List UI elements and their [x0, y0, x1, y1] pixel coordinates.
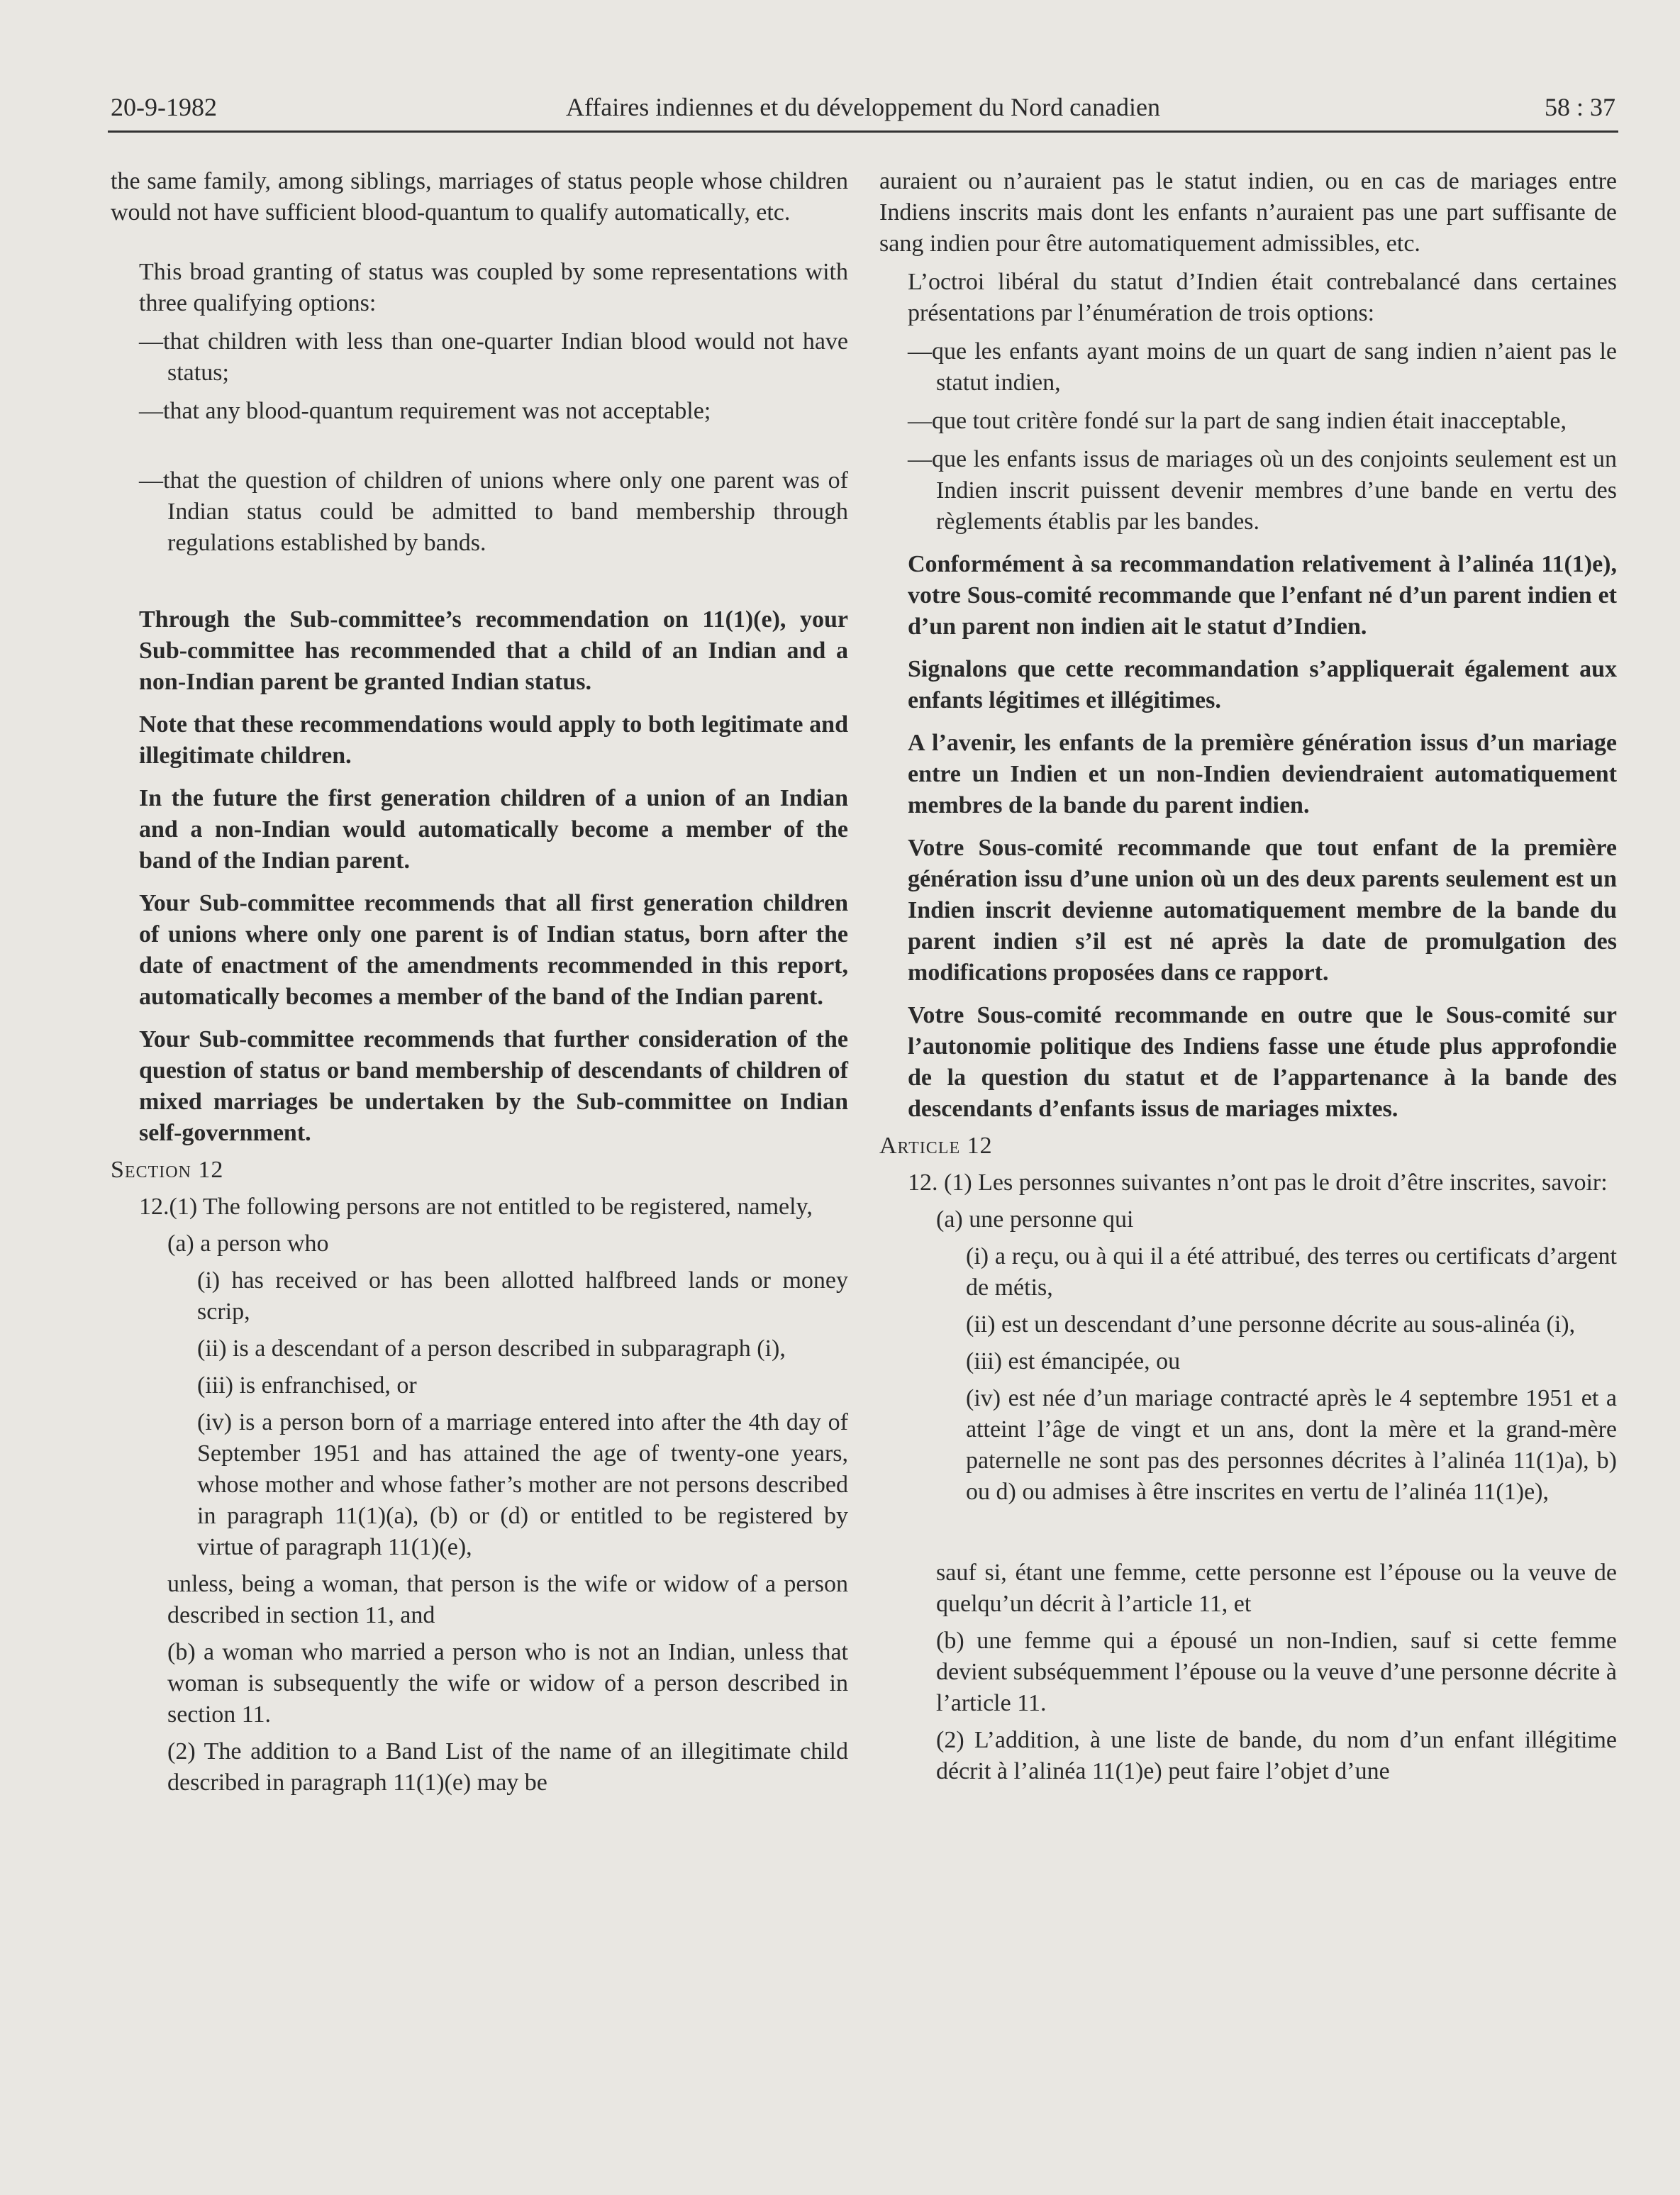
- statute-paragraph: 12.(1) The following persons are not entitled to be registered, namely,: [139, 1194, 813, 1220]
- bold-paragraph: In the future the first generation children of a union of an Indian and a non-Indian would automatically become a member of the band of the Indian parent.: [139, 785, 848, 874]
- bold-paragraph: Signalons que cette recommandation s’appliquerait également aux enfants légitimes et illégitimes.: [908, 656, 1617, 713]
- bold-paragraph: Your Sub-committee recommends that further consideration of the question of status or band membership of descendants of children of mixed marriages be undertaken by the Sub-committee on Indian self-government.: [139, 1026, 848, 1146]
- option-item: —que les enfants ayant moins de un quart de sang indien n’aient pas le statut indien,: [908, 338, 1617, 396]
- statute-subparagraph: (iv) is a person born of a marriage entered into after the 4th day of September 1951 and has attained the age of twenty-one years, whose mother and whose father’s mother are not persons described in paragraph 11(1)(a), (b) or (d) or entitled to be registered by virtue of paragraph 11(1)(e),: [197, 1409, 848, 1560]
- statute-subparagraph: (ii) is a descendant of a person described in subparagraph (i),: [197, 1335, 786, 1362]
- bold-paragraph: Votre Sous-comité recommande en outre que le Sous-comité sur l’autonomie politique des Indiens fasse une étude plus approfondie de la question du statut et de l’appartenance à la bande des descendants d’enfants issus de mariages mixtes.: [908, 1002, 1617, 1122]
- english-column: [111, 166, 848, 1799]
- statute-subparagraph: (ii) est un descendant d’une personne décrite au sous-alinéa (i),: [966, 1311, 1576, 1338]
- statute-paragraph: (a) a person who: [167, 1230, 329, 1257]
- statute-paragraph: sauf si, étant une femme, cette personne est l’épouse ou la veuve de quelqu’un décrit à l’article 11, et: [936, 1560, 1617, 1617]
- statute-subparagraph: (iii) is enfranchised, or: [197, 1372, 417, 1399]
- option-item: —that the question of children of unions where only one parent was of Indian status could be admitted to band membership through regulations established by bands.: [139, 467, 848, 556]
- paragraph: This broad granting of status was coupled by some representations with three qualifying options:: [139, 259, 848, 316]
- statute-paragraph: (2) L’addition, à une liste de bande, du nom d’un enfant illégitime décrit à l’alinéa 11(1)e) peut faire l’objet d’une: [936, 1727, 1617, 1784]
- page-header: [108, 84, 1618, 133]
- statute-paragraph: (a) une personne qui: [936, 1206, 1134, 1233]
- option-item: —that any blood-quantum requirement was not acceptable;: [139, 398, 711, 424]
- bold-paragraph: Through the Sub-committee’s recommendation on 11(1)(e), your Sub-committee has recommended that a child of an Indian and a non-Indian parent be granted Indian status.: [139, 606, 848, 695]
- paragraph: auraient ou n’auraient pas le statut indien, ou en cas de mariages entre Indiens inscrits mais dont les enfants n’auraient pas une part suffisante de sang indien pour être automatiquement admissibles, etc.: [879, 168, 1617, 257]
- statute-paragraph: 12. (1) Les personnes suivantes n’ont pas le droit d’être inscrites, savoir:: [908, 1169, 1608, 1196]
- header-date: 20-9-1982: [111, 93, 217, 121]
- french-column: [879, 166, 1617, 1787]
- bold-paragraph: Conformément à sa recommandation relativement à l’alinéa 11(1)e), votre Sous-comité recommande que l’enfant né d’un parent indien et d’un parent non indien ait le statut d’Indien.: [908, 551, 1617, 640]
- statute-subparagraph: (i) a reçu, ou à qui il a été attribué, des terres ou certificats d’argent de métis,: [966, 1243, 1617, 1301]
- option-item: —that children with less than one-quarter Indian blood would not have status;: [139, 328, 848, 386]
- bold-paragraph: Note that these recommendations would apply to both legitimate and illegitimate children.: [139, 711, 848, 769]
- bold-paragraph: Your Sub-committee recommends that all first generation children of unions where only one parent is of Indian status, born after the date of enactment of the amendments recommended in this report, automatically becomes a member of the band of the Indian parent.: [139, 890, 848, 1010]
- section-heading: Section 12: [111, 1157, 224, 1183]
- bold-paragraph: Votre Sous-comité recommande que tout enfant de la première génération issu d’une union où un des deux parents seulement est un Indien inscrit devienne automatiquement membre de la bande du parent indien s’il est né après la date de promulgation des modifications proposées dans ce rapport.: [908, 835, 1617, 986]
- statute-subparagraph: (iv) est née d’un mariage contracté après le 4 septembre 1951 et a atteint l’âge de vingt et un ans, dont la mère et la grand-mère paternelle ne sont pas des personnes décrites à l’alinéa 11(1)a), b) ou d) ou admises à être inscrites en vertu de l’alinéa 11(1)e),: [966, 1385, 1617, 1505]
- statute-paragraph: (b) a woman who married a person who is not an Indian, unless that woman is subsequently the wife or widow of a person described in section 11.: [167, 1639, 848, 1728]
- statute-paragraph: (b) une femme qui a épousé un non-Indien, sauf si cette femme devient subséquemment l’épouse ou la veuve d’une personne décrite à l’article 11.: [936, 1628, 1617, 1716]
- statute-subparagraph: (i) has received or has been allotted halfbreed lands or money scrip,: [197, 1267, 848, 1325]
- paragraph: the same family, among siblings, marriages of status people whose children would not have sufficient blood-quantum to qualify automatically, etc.: [111, 168, 848, 226]
- option-item: —que tout critère fondé sur la part de sang indien était inacceptable,: [908, 408, 1567, 434]
- header-title: Affaires indiennes et du développement du Nord canadien: [565, 93, 1161, 121]
- section-heading: Article 12: [879, 1133, 993, 1159]
- option-item: —que les enfants issus de mariages où un des conjoints seulement est un Indien inscrit puissent devenir membres d’une bande en vertu des règlements établis par les bandes.: [908, 446, 1617, 535]
- statute-subparagraph: (iii) est émancipée, ou: [966, 1348, 1181, 1374]
- statute-paragraph: unless, being a woman, that person is the wife or widow of a person described in section 11, and: [167, 1571, 848, 1628]
- paragraph: L’octroi libéral du statut d’Indien était contrebalancé dans certaines présentations par l’énumération de trois options:: [908, 269, 1617, 326]
- header-page-number: 58 : 37: [1544, 93, 1615, 121]
- statute-paragraph: (2) The addition to a Band List of the name of an illegitimate child described in paragraph 11(1)(e) may be: [167, 1738, 848, 1796]
- bold-paragraph: A l’avenir, les enfants de la première génération issus d’un mariage entre un Indien et un non-Indien deviendraient automatiquement membres de la bande du parent indien.: [908, 730, 1617, 818]
